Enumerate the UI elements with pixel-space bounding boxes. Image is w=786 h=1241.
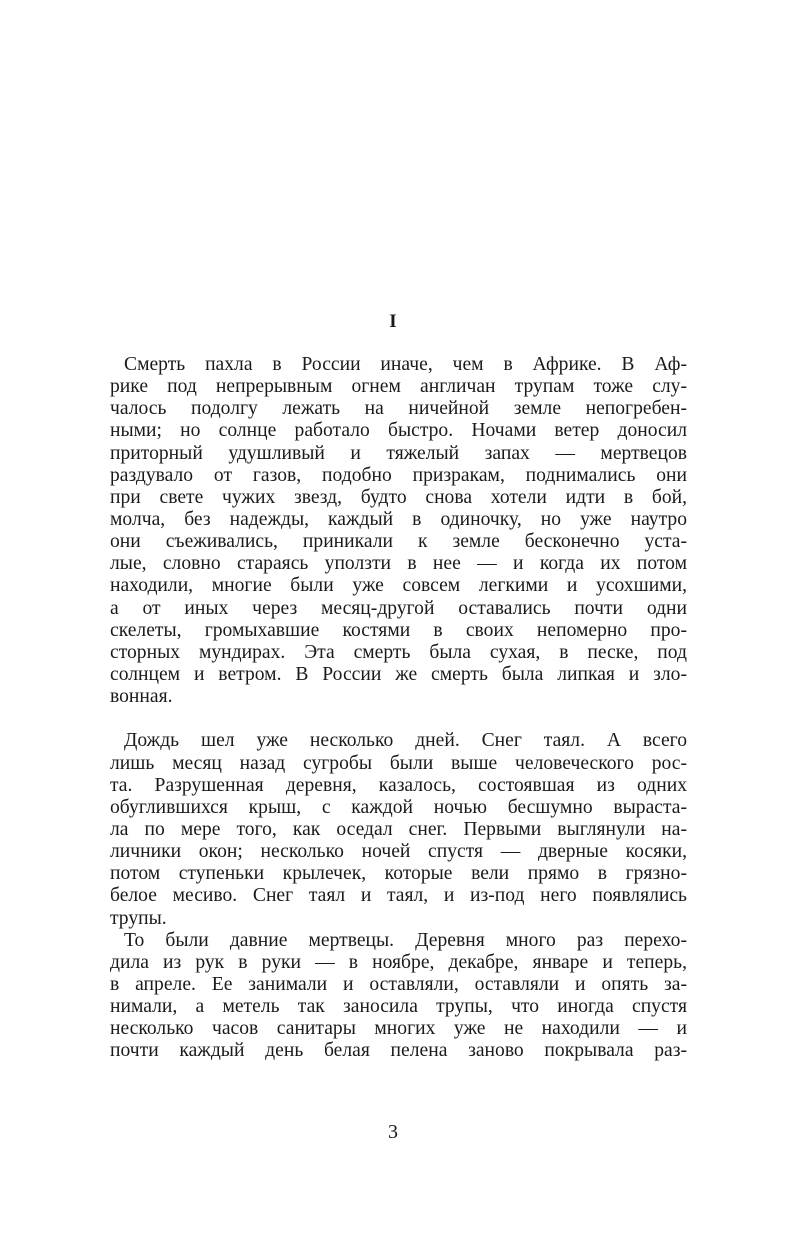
text-line: Смерть пахла в России иначе, чем в Африке. В Аф- [124, 354, 687, 375]
text-line: в апреле. Ее занимали и оставляли, оставляли и опять за- [110, 973, 687, 995]
text-line: приторный удушливый и тяжелый запах — мертвецов [110, 442, 687, 464]
text-line: молча, без надежды, каждый в одиночку, но уже наутро [110, 508, 687, 530]
body-text [110, 354, 687, 1063]
text-line: несколько часов санитары многих уже не находили — и [110, 1018, 687, 1040]
text-line: ла по мере того, как оседал снег. Первыми выглянули на- [110, 818, 687, 840]
text-line: они съеживались, приникали к земле бесконечно уста- [110, 531, 687, 553]
text-line: скелеты, громыхавшие костями в своих непомерно про- [110, 619, 687, 641]
text-line: лые, словно стараясь уползти в нее — и когда их потом [110, 553, 687, 575]
text-line: чалось подолгу лежать на ничейной земле непогребен- [110, 398, 687, 420]
text-line: дила из рук в руки — в ноябре, декабре, январе и теперь, [110, 951, 687, 973]
text-line: нимали, а метель так заносила трупы, что иногда спустя [110, 996, 687, 1018]
text-line: та. Разрушенная деревня, казалось, состоявшая из одних [110, 774, 687, 796]
text-line: личники окон; несколько ночей спустя — дверные косяки, [110, 841, 687, 863]
text-line: Дождь шел уже несколько дней. Снег таял. А всего [124, 730, 687, 752]
chapter-heading: I [389, 311, 397, 332]
paragraph [110, 730, 687, 929]
text-line: То были давние мертвецы. Деревня много раз перехо- [124, 929, 687, 951]
paragraph [110, 354, 687, 708]
text-line: белое месиво. Снег таял и таял, и из-под него появлялись [110, 885, 687, 907]
text-line: потом ступеньки крылечек, которые вели прямо в грязно- [110, 863, 687, 885]
text-line: раздувало от газов, подобно призракам, поднимались они [110, 464, 687, 486]
text-line: обуглившихся крыш, с каждой ночью бесшумно выраста- [110, 796, 687, 818]
text-line: находили, многие были уже совсем легкими и усохшими, [110, 575, 687, 597]
paragraph [110, 930, 687, 1063]
text-line: а от иных через месяц-другой оставались почти одни [110, 597, 687, 619]
text-line: солнцем и ветром. В России же смерть была липкая и зло- [110, 663, 687, 685]
text-line: почти каждый день белая пелена заново покрывала раз- [110, 1040, 687, 1062]
text-line: ными; но солнце работало быстро. Ночами ветер доносил [110, 420, 687, 442]
text-line: лишь месяц назад сугробы были выше человеческого рос- [110, 752, 687, 774]
text-line: трупы. [110, 907, 167, 929]
section-break [110, 708, 687, 730]
text-line: рике под непрерывным огнем англичан трупам тоже слу- [110, 376, 687, 398]
text-line: сторных мундирах. Эта смерть была сухая, в песке, под [110, 641, 687, 663]
text-line: при свете чужих звезд, будто снова хотели идти в бой, [110, 486, 687, 508]
text-line: вонная. [110, 686, 173, 708]
page-number: 3 [388, 1121, 398, 1143]
